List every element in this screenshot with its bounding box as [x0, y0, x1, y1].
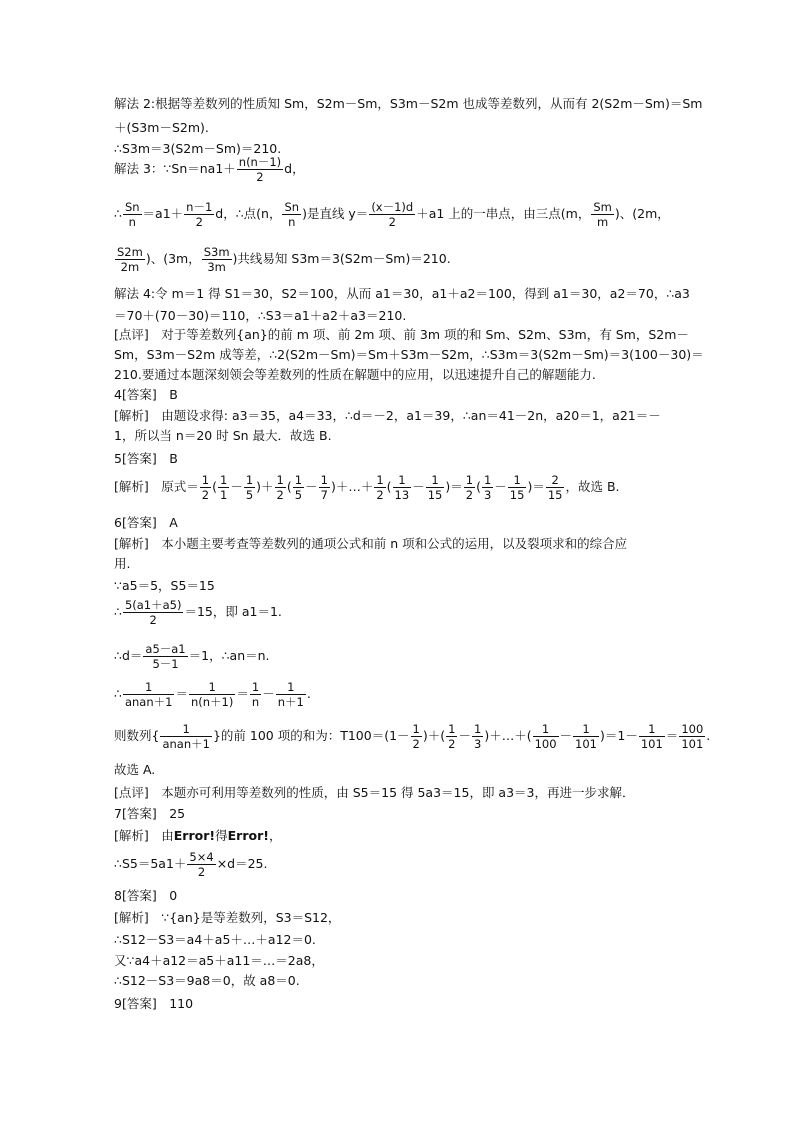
fraction	[189, 680, 235, 709]
fraction-denominator: 2	[448, 737, 456, 751]
text-line	[114, 578, 215, 596]
text-run: ∴d＝	[114, 648, 143, 663]
text-line	[114, 451, 178, 469]
fraction	[160, 722, 212, 751]
fraction	[374, 473, 385, 502]
fraction-denominator: 2	[388, 215, 396, 229]
text-run: ＋a1 上的一串点，由三点(m，	[416, 206, 591, 221]
fraction-denominator: 5	[294, 488, 303, 502]
fraction-denominator: n	[288, 215, 296, 229]
fraction-numerator: 1	[639, 722, 665, 737]
fraction	[143, 642, 187, 671]
text-run: 解法 3：∵Sn＝na1＋	[114, 161, 236, 176]
fraction	[123, 680, 175, 709]
text-line	[114, 556, 130, 574]
text-line	[114, 598, 282, 627]
fraction-denominator: 2	[465, 488, 474, 502]
text-line	[114, 308, 406, 326]
text-run: 用.	[114, 556, 131, 571]
fraction	[250, 680, 261, 709]
fraction-denominator: n	[128, 215, 136, 229]
fraction	[679, 722, 705, 751]
text-line	[114, 536, 627, 554]
fraction	[369, 200, 415, 229]
fraction	[282, 200, 301, 229]
fraction	[533, 722, 559, 751]
text-run: )共线易知 S3m＝3(S2m－Sm)＝210.	[232, 251, 451, 266]
text-run: ＝	[236, 686, 249, 701]
text-run: )＝	[445, 479, 463, 494]
text-run: ∴	[114, 206, 122, 221]
fraction	[115, 245, 145, 274]
fraction	[426, 473, 445, 502]
fraction-denominator: n＋1	[277, 695, 304, 709]
fraction-numerator: Sm	[593, 200, 612, 214]
fraction-numerator: n－1	[186, 200, 213, 214]
fraction-numerator: 2	[546, 473, 565, 488]
text-run: －	[262, 686, 275, 701]
fraction-numerator: 1	[251, 680, 260, 694]
error-placeholder: Error!	[173, 828, 216, 843]
fraction-denominator: 2	[149, 613, 157, 627]
text-line	[114, 973, 300, 991]
fraction-numerator: 1	[412, 722, 420, 736]
text-line	[114, 408, 661, 426]
text-run: ，	[268, 828, 282, 843]
text-run: ∴	[114, 604, 122, 619]
fraction-numerator: 5(a1＋a5)	[124, 598, 182, 612]
fraction	[546, 473, 565, 502]
fraction	[464, 473, 475, 502]
fraction-denominator: 101	[575, 737, 597, 751]
text-line	[114, 785, 634, 803]
text-line	[114, 387, 178, 405]
text-run: ＝70＋(70－30)＝110，∴S3＝a1＋a2＋a3＝210.	[114, 308, 407, 323]
fraction-numerator: 1	[276, 473, 284, 487]
text-run: }的前 100 项的和为：T100＝(1－	[212, 728, 410, 743]
fraction-denominator: 2	[201, 488, 210, 502]
text-line	[114, 806, 185, 824]
fraction-numerator: 1	[320, 473, 328, 487]
fraction-numerator: a5－a1	[145, 642, 186, 656]
fraction	[573, 722, 599, 751]
text-line	[114, 367, 596, 385]
text-line	[114, 850, 268, 879]
fraction-numerator: 1	[276, 680, 306, 695]
text-line	[114, 642, 270, 671]
fraction	[276, 680, 306, 709]
text-run: ×d＝25.	[216, 856, 268, 871]
text-run: )＋(	[422, 728, 446, 743]
text-run: ∴S12－S3＝a4＋a5＋…＋a12＝0.	[114, 932, 316, 947]
fraction-denominator: 5	[245, 488, 254, 502]
fraction	[319, 473, 330, 502]
fraction-denominator: 2	[256, 170, 264, 184]
fraction-denominator: 15	[547, 488, 563, 502]
fraction-denominator: 2m	[120, 260, 140, 274]
text-run: 则数列{	[114, 728, 160, 743]
fraction	[123, 200, 142, 229]
text-run: ＝15，即 a1＝1.	[184, 604, 282, 619]
fraction-denominator: 2	[412, 737, 420, 751]
fraction	[293, 473, 304, 502]
text-line	[114, 428, 332, 446]
fraction-numerator: 1	[189, 680, 235, 695]
fraction	[508, 473, 527, 502]
fraction-numerator: 1	[533, 722, 559, 737]
text-run: ＝	[175, 686, 188, 701]
fraction	[218, 473, 229, 502]
text-run: 6[答案] A	[114, 515, 178, 530]
text-run: 故选 A.	[114, 762, 156, 777]
fraction-numerator: 1	[465, 473, 474, 487]
text-run: 得	[215, 828, 228, 843]
fraction-numerator: Sn	[284, 200, 300, 214]
fraction-denominator: 101	[681, 737, 704, 751]
text-run: d，	[284, 161, 305, 176]
text-line	[114, 473, 620, 502]
text-line	[114, 996, 193, 1014]
fraction-numerator: n(n－1)	[238, 155, 282, 169]
text-run: [解析] ∵{an}是等差数列，S3＝S12，	[114, 910, 341, 925]
text-run: [点评] 本题亦可利用等差数列的性质，由 S5＝15 得 5a3＝15，即 a3＝3，再进一步求解．	[114, 785, 635, 800]
text-run: .	[306, 686, 311, 701]
text-run: )是直线 y＝	[302, 206, 369, 221]
text-run: －	[494, 479, 507, 494]
fraction-numerator: 1	[376, 473, 384, 487]
text-run: (	[386, 479, 392, 494]
text-run: ＋(S3m－S2m).	[114, 120, 209, 135]
fraction-numerator: 5×4	[189, 850, 214, 864]
text-line	[114, 286, 690, 304]
text-run: [解析] 由	[114, 828, 174, 843]
text-run: ，故选 B.	[565, 479, 620, 494]
text-line	[114, 200, 670, 229]
fraction-denominator: 2	[376, 488, 384, 502]
text-run: [解析] 由题设求得: a3＝35，a4＝33，∴d＝－2，a1＝39，∴an＝41－2n，a20＝1，a21＝－	[114, 408, 661, 423]
fraction	[482, 473, 493, 502]
fraction	[187, 850, 215, 879]
text-run: [点评] 对于等差数列{an}的前 m 项、前 2m 项、前 3m 项的和 Sm、S2m、S3m，有 Sm，S2m－	[114, 327, 689, 342]
fraction	[237, 155, 283, 184]
text-line	[114, 245, 451, 274]
fraction	[202, 245, 232, 274]
text-run: 解法 2:根据等差数列的性质知 Sm，S2m－Sm，S3m－S2m 也成等差数列，从而有 2(S2m－Sm)＝Sm	[114, 96, 703, 111]
text-run: )＋	[256, 479, 274, 494]
fraction-denominator: 3	[473, 737, 482, 751]
fraction-denominator: n	[251, 695, 260, 709]
text-line	[114, 680, 311, 709]
text-run: 210.要通过本题深刻领会等差数列的性质在解题中的应用，以迅速提升自己的解题能力.	[114, 367, 596, 382]
fraction-numerator: 1	[294, 473, 303, 487]
fraction-numerator: 1	[219, 473, 228, 487]
fraction	[639, 722, 665, 751]
text-run: －	[305, 479, 318, 494]
fraction-denominator: 101	[640, 737, 663, 751]
text-run: －	[458, 728, 471, 743]
text-run: (	[212, 479, 217, 494]
text-run: ∵a5＝5，S5＝15	[114, 578, 215, 593]
text-line	[114, 888, 177, 906]
text-line	[114, 828, 281, 846]
fraction-denominator: 3	[483, 488, 492, 502]
text-run: )＝1－	[600, 728, 638, 743]
fraction-denominator: anan＋1	[124, 695, 173, 709]
text-run: .	[706, 728, 711, 743]
fraction-numerator: 1	[123, 680, 175, 695]
text-run: 1，所以当 n＝20 时 Sn 最大．故选 B.	[114, 428, 332, 443]
fraction	[123, 598, 184, 627]
fraction-numerator: 1	[393, 473, 412, 488]
fraction	[275, 473, 286, 502]
text-line	[114, 120, 209, 138]
text-run: ∴S3m＝3(S2m－Sm)＝210.	[114, 141, 282, 156]
text-run: 7[答案] 25	[114, 806, 186, 821]
text-run: －	[230, 479, 243, 494]
fraction-numerator: 1	[426, 473, 445, 488]
fraction-denominator: 7	[320, 488, 328, 502]
text-line	[114, 932, 316, 950]
text-line	[114, 155, 305, 184]
text-run: )＋…＋	[330, 479, 374, 494]
text-run: ＝a1＋	[142, 206, 184, 221]
fraction	[244, 473, 255, 502]
fraction	[184, 200, 214, 229]
fraction-denominator: 1	[219, 488, 228, 502]
text-run: 9[答案] 110	[114, 996, 194, 1011]
text-run: 4[答案] B	[114, 387, 178, 402]
text-run: －	[559, 728, 573, 743]
text-run: ＝1，∴an＝n.	[188, 648, 270, 663]
fraction-numerator: Sn	[124, 200, 140, 214]
text-line	[114, 762, 155, 780]
error-placeholder: Error!	[227, 828, 269, 843]
fraction-denominator: 2	[195, 215, 203, 229]
text-line	[114, 96, 702, 114]
text-run: d，∴点(n，	[215, 206, 282, 221]
fraction-numerator: 1	[483, 473, 492, 487]
text-run: )＋…＋(	[484, 728, 532, 743]
fraction	[411, 722, 422, 751]
fraction-denominator: m	[597, 215, 609, 229]
fraction-numerator: (x－1)d	[371, 200, 414, 214]
text-run: －	[412, 479, 425, 494]
text-run: Sm，S3m－S2m 成等差，∴2(S2m－Sm)＝Sm＋S3m－S2m，∴S3m＝3(S2m－Sm)＝3(100－30)＝	[114, 347, 704, 362]
fraction-denominator: 15	[427, 488, 443, 502]
fraction-denominator: 5－1	[152, 657, 179, 671]
text-run: ∴	[114, 686, 122, 701]
fraction-numerator: 1	[573, 722, 599, 737]
fraction-numerator: 1	[448, 722, 456, 736]
fraction-denominator: 2	[276, 488, 284, 502]
text-line	[114, 515, 178, 533]
fraction	[591, 200, 614, 229]
text-line	[114, 327, 689, 345]
fraction-numerator: S2m	[117, 245, 143, 259]
text-run: [解析] 本小题主要考查等差数列的通项公式和前 n 项和公式的运用，以及裂项求和的综合应	[114, 536, 628, 551]
text-run: 又∵a4＋a12＝a5＋a11＝…＝2a8，	[114, 953, 324, 968]
fraction-denominator: n(n＋1)	[190, 695, 234, 709]
text-run: 8[答案] 0	[114, 888, 178, 903]
text-run: [解析] 原式＝	[114, 479, 199, 494]
fraction	[472, 722, 483, 751]
fraction-denominator: 100	[534, 737, 557, 751]
fraction-denominator: 13	[394, 488, 410, 502]
text-run: )、(3m，	[145, 251, 201, 266]
text-run: (	[476, 479, 481, 494]
text-line	[114, 910, 340, 928]
fraction-numerator: 1	[245, 473, 254, 487]
fraction-numerator: 100	[681, 722, 704, 736]
fraction	[446, 722, 457, 751]
fraction-denominator: anan＋1	[162, 737, 210, 751]
text-line	[114, 347, 704, 365]
fraction	[200, 473, 211, 502]
fraction-numerator: S3m	[203, 245, 230, 259]
fraction-denominator: 15	[509, 488, 525, 502]
text-run: ∴S12－S3＝9a8＝0，故 a8＝0.	[114, 973, 300, 988]
text-run: 5[答案] B	[114, 451, 178, 466]
text-run: 解法 4:令 m＝1 得 S1＝30，S2＝100，从而 a1＝30，a1＋a2＝100，得到 a1＝30，a2＝70，∴a3	[114, 286, 690, 301]
fraction-denominator: 3m	[207, 260, 226, 274]
text-line	[114, 953, 324, 971]
text-run: )、(2m，	[614, 206, 670, 221]
fraction-numerator: 1	[201, 473, 210, 487]
fraction-denominator: 2	[197, 865, 206, 879]
text-run: ∴S5＝5a1＋	[114, 856, 187, 871]
fraction-numerator: 1	[473, 722, 482, 736]
fraction	[393, 473, 412, 502]
text-run: )＝	[527, 479, 545, 494]
text-line	[114, 722, 711, 751]
text-run: (	[286, 479, 292, 494]
text-run: ＝	[665, 728, 679, 743]
fraction-numerator: 1	[508, 473, 527, 488]
fraction-numerator: 1	[160, 722, 212, 737]
